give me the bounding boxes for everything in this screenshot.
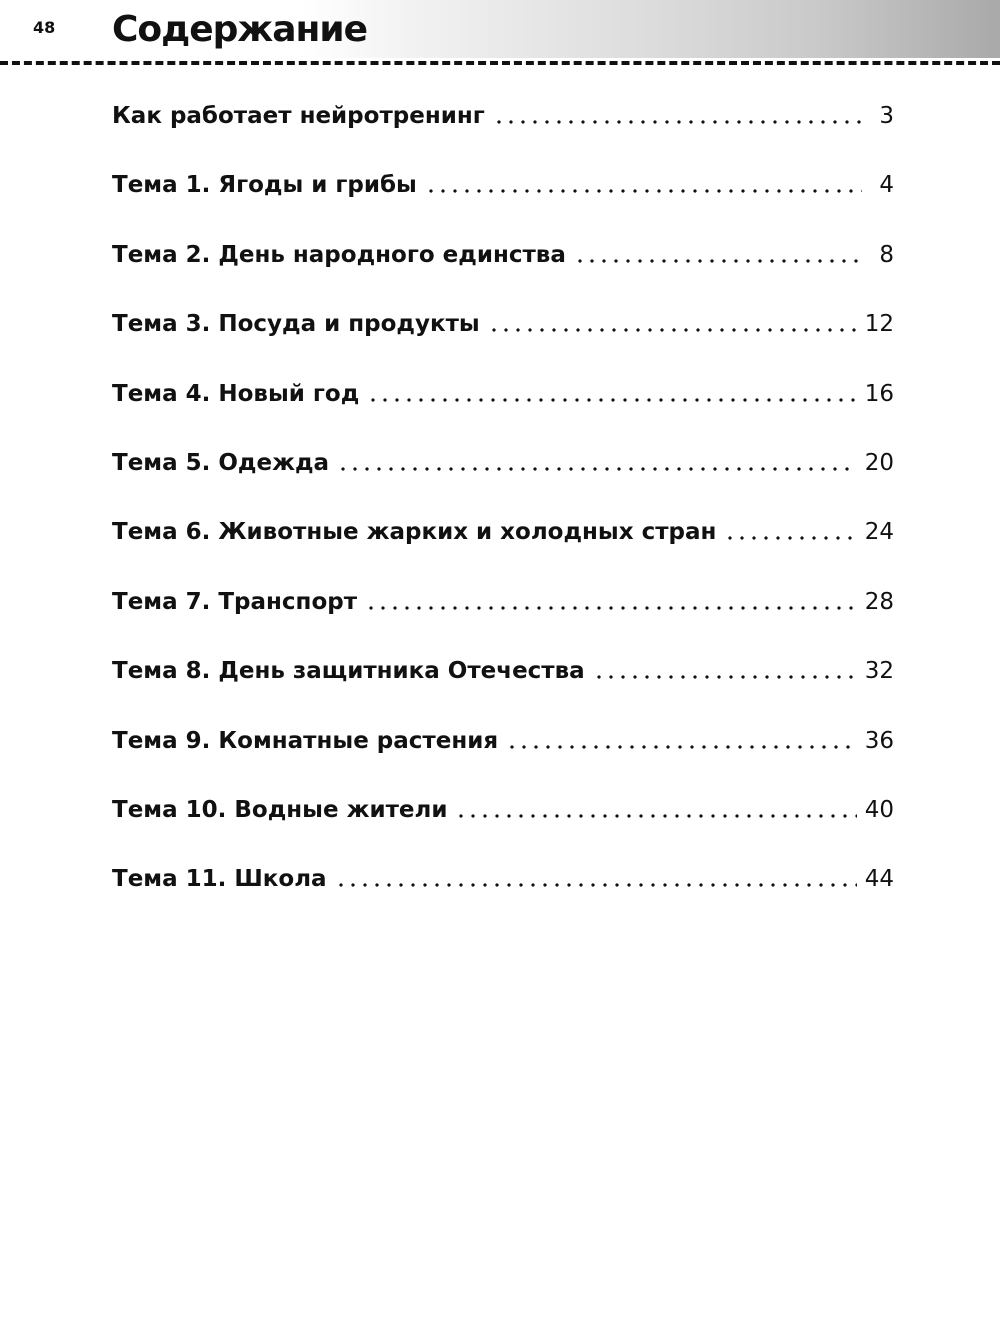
toc-entry-page: 12: [864, 311, 894, 338]
dot-leader: [574, 259, 862, 263]
toc-entry-theme-4: [112, 339, 894, 408]
toc-entry-page: 40: [864, 796, 894, 823]
toc-entry-page: 32: [864, 658, 894, 685]
table-of-contents: [112, 84, 894, 894]
toc-entry-theme-5: [112, 409, 894, 478]
toc-entry-theme-3: [112, 270, 894, 339]
toc-entry-page: 3: [879, 103, 894, 129]
toc-entry-page: 20: [864, 449, 894, 476]
toc-entry-page: 24: [864, 519, 894, 546]
toc-entry-page: 44: [864, 866, 894, 893]
toc-entry-theme-10: [112, 756, 894, 825]
toc-entry-page: 4: [879, 172, 894, 199]
page-number: 48: [33, 18, 56, 37]
toc-entry-title: Как работает нейротренинг: [112, 103, 485, 129]
dot-leader: [367, 398, 856, 402]
toc-entry-theme-1: [112, 131, 894, 200]
dot-leader: [506, 745, 857, 749]
toc-entry-title: Тема 9. Комнатные растения: [112, 727, 499, 754]
dot-leader: [488, 328, 857, 332]
toc-entry-title: Тема 2. День народного единства: [112, 241, 566, 268]
toc-entry-title: Тема 11. Школа: [112, 866, 327, 893]
dot-leader: [425, 189, 862, 193]
toc-entry-title: Тема 3. Посуда и продукты: [112, 311, 480, 338]
dot-leader: [455, 814, 856, 818]
page-title: Содержание: [112, 9, 368, 50]
toc-entry-title: Тема 10. Водные жители: [112, 796, 448, 823]
toc-entry-theme-7: [112, 547, 894, 616]
toc-entry-theme-2: [112, 200, 894, 269]
dot-leader: [337, 467, 857, 471]
toc-entry-title: Тема 4. Новый год: [112, 380, 360, 407]
toc-entry-page: 28: [864, 588, 894, 615]
toc-entry-title: Тема 8. День защитника Отечества: [112, 658, 585, 685]
dot-leader: [335, 883, 857, 887]
dot-leader: [365, 606, 857, 610]
dot-leader: [493, 120, 862, 124]
toc-entry-title: Тема 1. Ягоды и грибы: [112, 172, 417, 199]
toc-entry-page: 16: [864, 380, 894, 407]
toc-entry-title: Тема 5. Одежда: [112, 449, 330, 476]
toc-entry-title: Тема 7. Транспорт: [112, 588, 358, 615]
toc-entry-theme-11: [112, 825, 894, 894]
toc-entry-theme-9: [112, 686, 894, 755]
dashed-divider: [0, 61, 1000, 65]
toc-entry-theme-6: [112, 478, 894, 547]
toc-entry-intro: [112, 84, 894, 131]
toc-entry-theme-8: [112, 617, 894, 686]
toc-entry-title: Тема 6. Животные жарких и холодных стран: [112, 519, 717, 546]
dot-leader: [593, 675, 857, 679]
toc-entry-page: 8: [879, 241, 894, 268]
toc-entry-page: 36: [864, 727, 894, 754]
dot-leader: [724, 536, 856, 540]
